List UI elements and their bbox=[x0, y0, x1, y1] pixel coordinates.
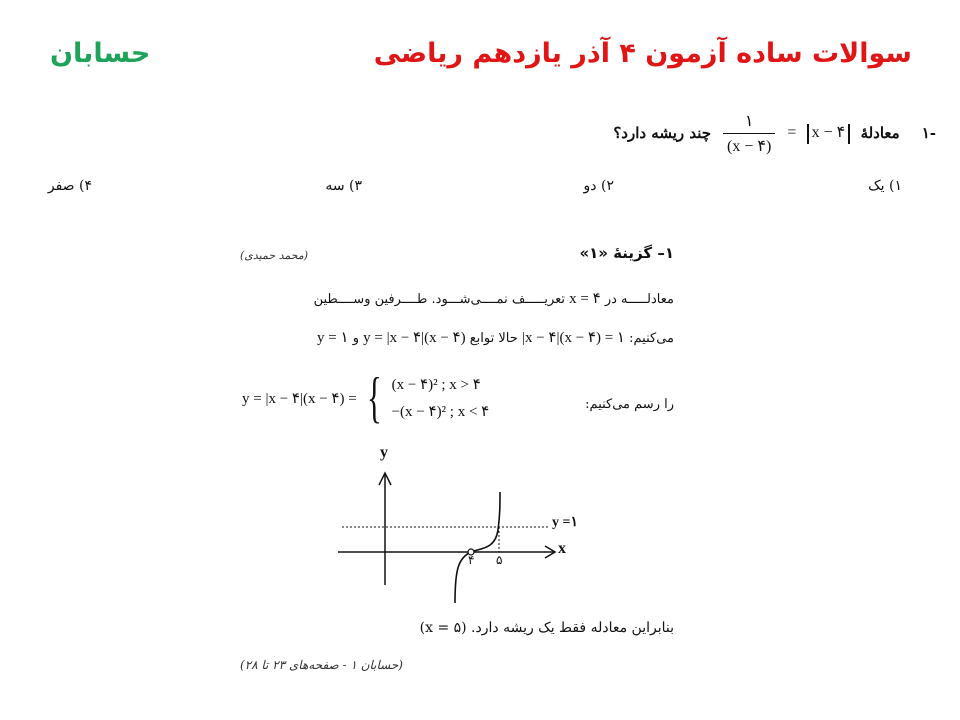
question-number: ۱- bbox=[921, 124, 936, 142]
conclusion: بنابراین معادله فقط یک ریشه دارد. (x = ۵) bbox=[419, 620, 674, 636]
piecewise-function: y = |x − ۴|(x − ۴) = { (x − ۴)² ; x > ۴ −(x − ۴)² ; x < ۴ bbox=[242, 367, 490, 429]
hline-label: y =۱ bbox=[552, 515, 578, 530]
option-4[interactable]: ۴) صفر bbox=[47, 178, 92, 194]
option-1[interactable]: ۱) یک bbox=[868, 178, 902, 194]
option-2[interactable]: ۲) دو bbox=[583, 178, 614, 194]
case-2: −(x − ۴)² ; x < ۴ bbox=[391, 404, 490, 420]
y-axis-label: y bbox=[380, 444, 388, 461]
question-fraction: $\frac{۱}{(x - ۴)}$ bbox=[723, 111, 775, 156]
answer-author: (محمد حمیدی) bbox=[240, 249, 309, 262]
subject-label: حسابان bbox=[50, 38, 151, 69]
tick-5: ۵ bbox=[496, 553, 503, 567]
question-abs-expression: x − ۴ bbox=[804, 122, 852, 143]
question-tail: چند ریشه دارد؟ bbox=[613, 124, 712, 142]
case-1: (x − ۴)² ; x > ۴ bbox=[391, 377, 481, 393]
tick-4: ۴ bbox=[468, 553, 475, 567]
function-graph bbox=[330, 440, 590, 610]
page-title: سوالات ساده آزمون ۴ آذر یازدهم ریاضی bbox=[373, 38, 912, 69]
solution-line-1: معادلـــــه در x = ۴ تعریـــــف نمــــی‌شـــود. طــــرفین وســــطین bbox=[313, 291, 674, 307]
equals-sign: = bbox=[787, 124, 797, 141]
solution-line-2: می‌کنیم: |x − ۴|(x − ۴) = ۱ حالا توابع y = |x − ۴|(x − ۴) و y = ۱ bbox=[317, 330, 674, 346]
option-3[interactable]: ۳) سه bbox=[325, 178, 362, 194]
piecewise-label: را رسم می‌کنیم: bbox=[585, 397, 674, 412]
question-1 bbox=[613, 103, 936, 163]
x-axis-label: x bbox=[558, 540, 566, 557]
question-lead: معادلهٔ bbox=[860, 124, 900, 142]
reference-note: (حسابان ۱ - صفحه‌های ۲۳ تا ۲۸) bbox=[240, 658, 403, 672]
answer-heading: ۱– گزینهٔ «۱» bbox=[579, 244, 674, 262]
